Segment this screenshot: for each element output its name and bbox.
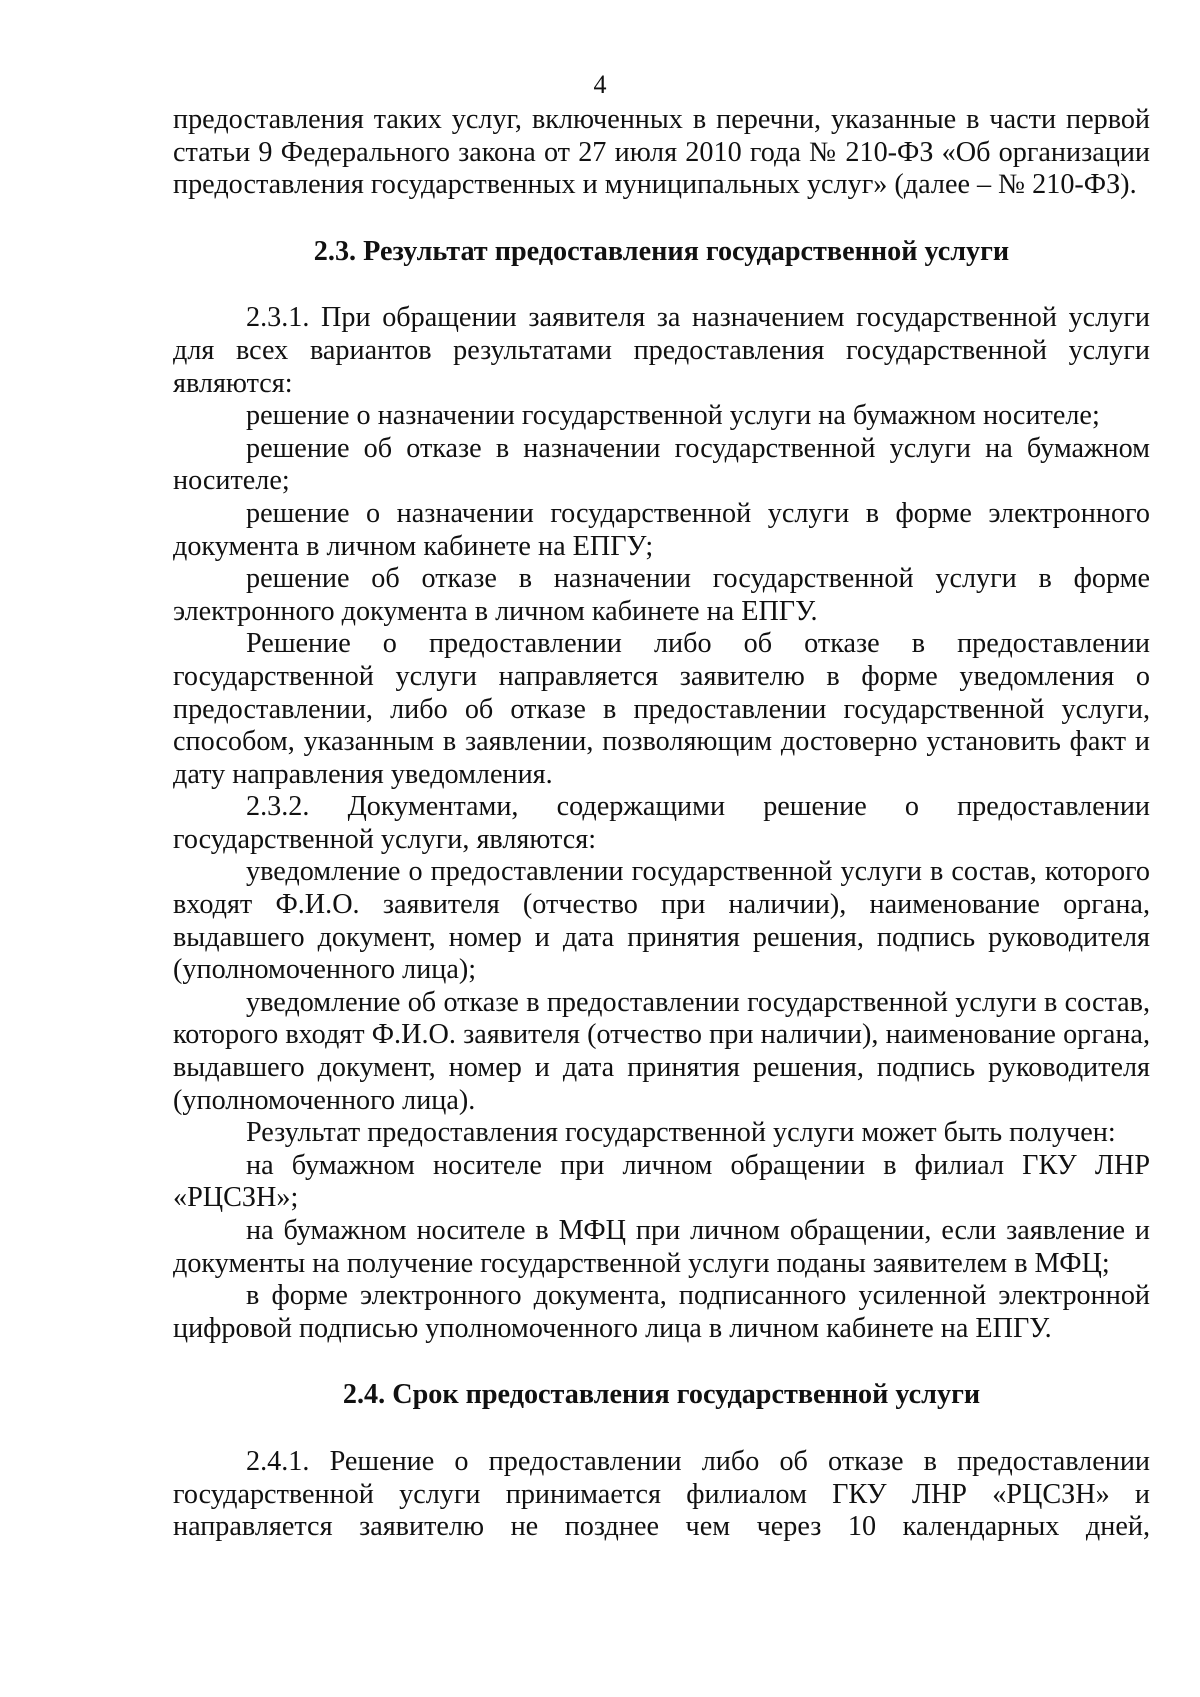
list-item-result-1: решение о назначении государственной услуги на бумажном носителе; bbox=[246, 400, 1100, 432]
paragraph-result-obtain: Результат предоставления государственной услуги может быть получен: bbox=[246, 1117, 1116, 1149]
list-item-document-1: уведомление о предоставлении государственной услуги в состав, которого входят Ф.И.О. заявителя (отчество при наличии), наименование органа, выдавшего документ, номер и дата принятия решения, подпись руководителя (уполномоченного лица); bbox=[173, 856, 1150, 986]
list-item-result-4: решение об отказе в назначении государственной услуги в форме электронного документа в личном кабинете на ЕПГУ. bbox=[173, 563, 1150, 627]
spacer bbox=[173, 202, 1150, 236]
document-body bbox=[173, 104, 1150, 1544]
list-item-result-3: решение о назначении государственной услуги в форме электронного документа в личном кабинете на ЕПГУ; bbox=[173, 497, 1150, 562]
spacer bbox=[173, 1345, 1150, 1379]
list-item-document-2: уведомление об отказе в предоставлении государственной услуги в состав, которого входят Ф.И.О. заявителя (отчество при наличии), наименование органа, выдавшего документ, номер и дата принятия решения, подпись руководителя (уполномоченного лица). bbox=[173, 986, 1150, 1116]
intro-paragraph: предоставления таких услуг, включенных в перечни, указанные в части первой статьи 9 Федерального закона от 27 июля 2010 года № 210-ФЗ «Об организации предоставления государственных и муниципальных услуг» (далее – № 210-ФЗ). bbox=[173, 104, 1150, 201]
list-item-obtain-3: в форме электронного документа, подписанного усиленной электронной цифровой подписью уполномоченного лица в личном кабинете на ЕПГУ. bbox=[173, 1280, 1150, 1344]
spacer bbox=[173, 268, 1150, 302]
spacer bbox=[173, 1412, 1150, 1446]
section-heading-2-4: 2.4. Срок предоставления государственной услуги bbox=[342, 1379, 981, 1411]
paragraph-2-3-1: 2.3.1. При обращении заявителя за назначением государственной услуги для всех вариантов результатами предоставления государственной услуги являются: bbox=[173, 302, 1150, 399]
list-item-obtain-1: на бумажном носителе при личном обращении в филиал ГКУ ЛНР «РЦСЗН»; bbox=[173, 1149, 1150, 1214]
list-item-obtain-2: на бумажном носителе в МФЦ при личном обращении, если заявление и документы на получение государственной услуги поданы заявителем в МФЦ; bbox=[173, 1215, 1150, 1279]
paragraph-2-3-2: 2.3.2. Документами, содержащими решение о предоставлении государственной услуги, являются: bbox=[173, 791, 1150, 855]
paragraph-decision-notice: Решение о предоставлении либо об отказе в предоставлении государственной услуги направляется заявителю в форме уведомления о предоставлении, либо об отказе в предоставлении государственной услуги, способом, указанным в заявлении, позволяющим достоверно установить факт и дату направления уведомления. bbox=[173, 628, 1150, 790]
section-heading-2-3: 2.3. Результат предоставления государственной услуги bbox=[313, 235, 1010, 267]
page-number: 4 bbox=[593, 70, 607, 99]
paragraph-2-4-1: 2.4.1. Решение о предоставлении либо об отказе в предоставлении государственной услуги принимается филиалом ГКУ ЛНР «РЦСЗН» и направляется заявителю не позднее чем через 10 календарных дней, bbox=[173, 1445, 1150, 1543]
list-item-result-2: решение об отказе в назначении государственной услуги на бумажном носителе; bbox=[173, 432, 1150, 497]
